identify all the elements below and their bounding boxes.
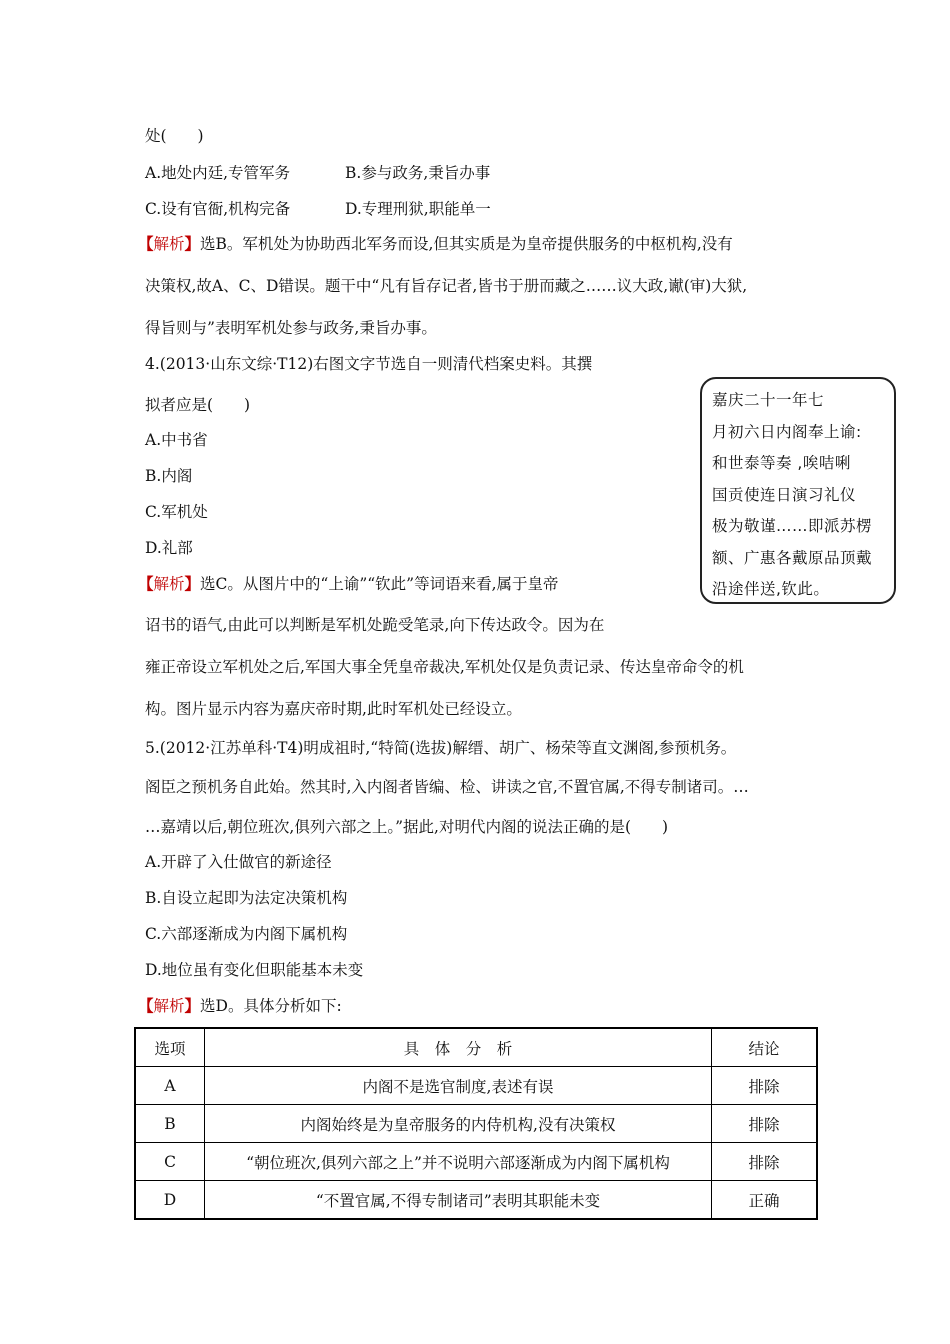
analysis-label-close: 】 — [184, 574, 201, 593]
table-header-row — [135, 1028, 817, 1067]
q4-stem-line-1: 4.(2013·山东文综·T12)右图文字节选自一则清代档案史料。其撰 — [145, 355, 593, 373]
table-cell-conclusion: 排除 — [712, 1067, 818, 1105]
q4-analysis-line-4: 构。图片显示内容为嘉庆帝时期,此时军机处已经设立。 — [145, 700, 522, 718]
q3-option-d: D.专理刑狱,职能单一 — [345, 200, 491, 218]
document-line-4: 国贡使连日演习礼仪 — [712, 485, 857, 504]
analysis-label-open: 【 — [138, 996, 154, 1015]
q3-analysis-line-2: 决策权,故A、C、D错误。题干中“凡有旨存记者,皆书于册而藏之……议大政,谳(审)大狱, — [145, 277, 748, 295]
archival-document-box — [700, 377, 896, 604]
document-line-2: 月初六日内阁奉上谕: — [712, 422, 862, 441]
analysis-label-close: 】 — [184, 234, 201, 253]
table-row — [135, 1181, 817, 1220]
q3-analysis-text-1: 选B。军机处为协助西北军务而设,但其实质是为皇帝提供服务的中枢机构,没有 — [200, 235, 733, 253]
q5-stem-line-3: …嘉靖以后,朝位班次,俱列六部之上。”据此,对明代内阁的说法正确的是( ) — [145, 818, 669, 836]
table-cell-analysis: “不置官属,不得专制诸司”表明其职能未变 — [205, 1181, 712, 1220]
table-cell-option: D — [135, 1181, 205, 1220]
table-cell-analysis: 内阁不是选官制度,表述有误 — [205, 1067, 712, 1105]
table-header-conclusion: 结论 — [712, 1028, 818, 1067]
q4-analysis-line-1 — [138, 574, 559, 594]
analysis-label-close: 】 — [184, 996, 201, 1015]
table-cell-option: A — [135, 1067, 205, 1105]
analysis-label-word: 解析 — [153, 997, 185, 1015]
table-cell-analysis: 内阁始终是为皇帝服务的内侍机构,没有决策权 — [205, 1105, 712, 1143]
q4-analysis-line-2: 诏书的语气,由此可以判断是军机处跪受笔录,向下传达政令。因为在 — [145, 616, 605, 634]
table-cell-analysis: “朝位班次,俱列六部之上”并不说明六部逐渐成为内阁下属机构 — [205, 1143, 712, 1181]
q4-option-c: C.军机处 — [145, 503, 208, 521]
document-line-5: 极为敬谨……即派苏楞 — [712, 517, 873, 535]
document-line-1: 嘉庆二十一年七 — [712, 391, 825, 409]
analysis-label-word: 解析 — [153, 575, 185, 593]
table-row — [135, 1067, 817, 1105]
q5-option-d: D.地位虽有变化但职能基本未变 — [145, 961, 364, 979]
q4-option-a: A.中书省 — [145, 431, 208, 449]
document-line-7: 沿途伴送,钦此。 — [712, 580, 830, 598]
q4-stem-line-2: 拟者应是( ) — [145, 396, 251, 414]
table-cell-option: C — [135, 1143, 205, 1181]
q3-analysis-line-3: 得旨则与”表明军机处参与政务,秉旨办事。 — [145, 319, 437, 337]
q5-option-b: B.自设立起即为法定决策机构 — [145, 889, 348, 907]
q3-analysis-line-1 — [138, 234, 733, 254]
q4-option-b: B.内阁 — [145, 467, 193, 485]
table-cell-conclusion: 排除 — [712, 1105, 818, 1143]
table-row — [135, 1105, 817, 1143]
analysis-table — [134, 1027, 818, 1220]
document-line-6: 额、广惠各戴原品顶戴 — [712, 548, 873, 567]
document-line-3: 和世泰等奏 ,唉咭唎 — [712, 454, 851, 472]
q4-option-d: D.礼部 — [145, 539, 193, 557]
q3-option-c: C.设有官衙,机构完备 — [145, 200, 291, 218]
q5-analysis-line — [138, 996, 342, 1016]
q5-option-c: C.六部逐渐成为内阁下属机构 — [145, 925, 348, 943]
table-header-option: 选项 — [135, 1028, 205, 1067]
q3-option-a: A.地处内廷,专管军务 — [145, 164, 291, 182]
q4-analysis-text-1: 选C。从图片中的“上谕”“钦此”等词语来看,属于皇帝 — [200, 575, 559, 593]
q5-stem-line-2: 阁臣之预机务自此始。然其时,入内阁者皆编、检、讲读之官,不置官属,不得专制诸司。… — [145, 778, 749, 796]
q3-options-row-2 — [145, 199, 491, 219]
q5-analysis-text: 选D。具体分析如下: — [200, 997, 342, 1015]
table-cell-option: B — [135, 1105, 205, 1143]
table-cell-conclusion: 正确 — [712, 1181, 818, 1220]
analysis-label-open: 【 — [138, 574, 154, 593]
q5-option-a: A.开辟了入仕做官的新途径 — [145, 853, 332, 871]
q3-options-row-1 — [145, 163, 491, 183]
q3-stem-tail: 处( ) — [145, 127, 204, 145]
table-cell-conclusion: 排除 — [712, 1143, 818, 1181]
q3-option-b: B.参与政务,秉旨办事 — [345, 164, 491, 182]
analysis-label-word: 解析 — [153, 235, 185, 253]
analysis-label-open: 【 — [138, 234, 154, 253]
q5-stem-line-1: 5.(2012·江苏单科·T4)明成祖时,“特简(选拔)解缙、胡广、杨荣等直文渊阁,参预机务。 — [145, 739, 737, 757]
table-row — [135, 1143, 817, 1181]
table-header-analysis: 具 体 分 析 — [205, 1028, 712, 1067]
q4-analysis-line-3: 雍正帝设立军机处之后,军国大事全凭皇帝裁决,军机处仅是负责记录、传达皇帝命令的机 — [145, 658, 744, 676]
